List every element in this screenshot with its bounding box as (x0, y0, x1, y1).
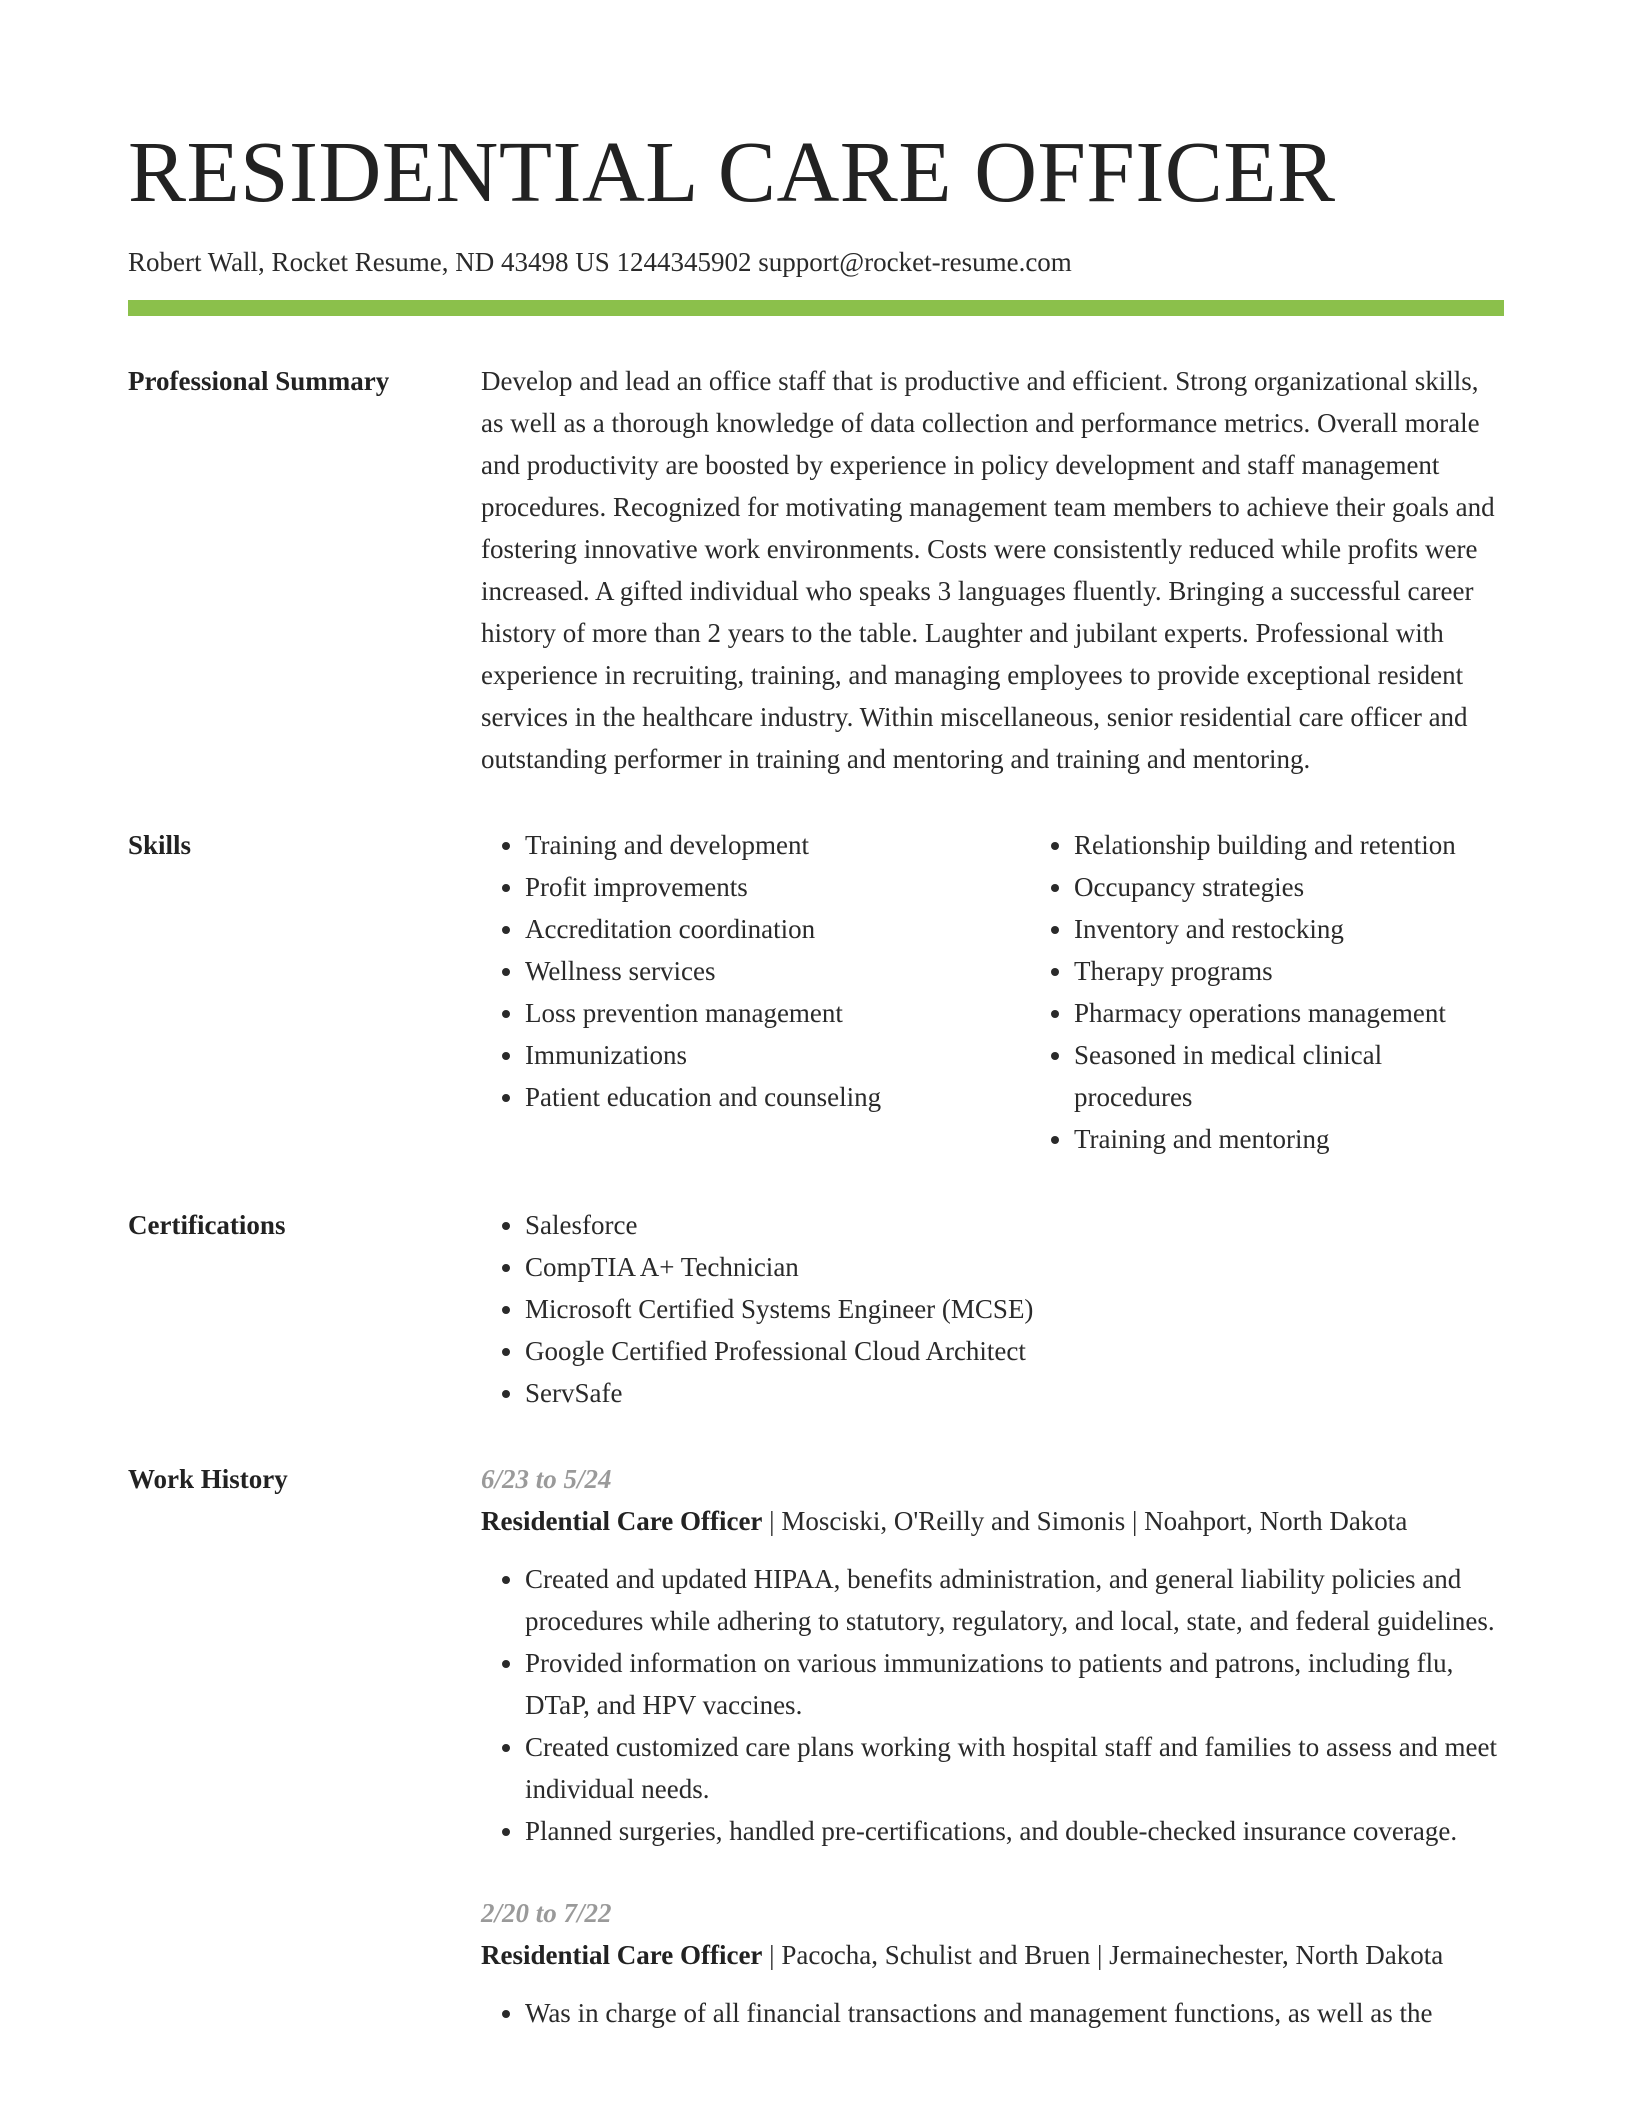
job-entry (481, 1458, 1504, 1852)
summary-body (481, 360, 1504, 780)
skill-item: • Inventory and restocking (1074, 908, 1504, 950)
summary-text: Develop and lead an office staff that is productive and efficient. Strong organizational skills, as well as a thorough knowledge of data collection and performance metrics. Overall morale and productivity are boosted by experience in policy development and staff management procedures. Recognized for motivating management team members to achieve their goals and fostering innovative work environments. Costs were consistently reduced while profits were increased. A gifted individual who speaks 3 languages fluently. Bringing a successful career history of more than 2 years to the table. Laughter and jubilant experts. Professional with experience in recruiting, training, and managing employees to provide exceptional resident services in the healthcare industry. Within miscellaneous, senior residential care officer and outstanding performer in training and mentoring and training and mentoring. (481, 366, 1495, 774)
summary-heading: Professional Summary (128, 366, 390, 396)
skill-item: • Accreditation coordination (525, 908, 1030, 950)
job-dates: 6/23 to 5/24 (481, 1464, 612, 1494)
job-bullets (481, 1992, 1504, 2034)
skills-list-right (1030, 824, 1504, 1160)
job-bullets (481, 1558, 1504, 1852)
certification-item: • CompTIA A+ Technician (525, 1246, 1504, 1288)
skill-item: • Immunizations (525, 1034, 1030, 1076)
certification-item: • ServSafe (525, 1372, 1504, 1414)
accent-divider (128, 300, 1504, 316)
work-history-heading: Work History (128, 1464, 288, 1494)
certifications-list (481, 1204, 1504, 1414)
resume-title: RESIDENTIAL CARE OFFICER (128, 123, 1336, 220)
work-history-section (128, 1458, 1504, 2034)
certification-item: • Salesforce (525, 1204, 1504, 1246)
skill-item: • Pharmacy operations management (1074, 992, 1504, 1034)
skill-item: • Training and mentoring (1074, 1118, 1504, 1160)
skill-item: • Relationship building and retention (1074, 824, 1504, 866)
job-bullet: • Created and updated HIPAA, benefits administration, and general liability policies and procedures while adhering to statutory, regulatory, and local, state, and federal guidelines. (525, 1558, 1504, 1642)
certification-item: • Google Certified Professional Cloud Architect (525, 1330, 1504, 1372)
skills-body (481, 824, 1504, 1160)
skills-heading: Skills (128, 830, 192, 860)
skill-item: • Profit improvements (525, 866, 1030, 908)
job-bullet: • Planned surgeries, handled pre-certifications, and double-checked insurance coverage. (525, 1810, 1504, 1852)
certifications-heading: Certifications (128, 1210, 286, 1240)
skill-item: • Therapy programs (1074, 950, 1504, 992)
job-bullet: • Created customized care plans working with hospital staff and families to assess and meet individual needs. (525, 1726, 1504, 1810)
certifications-body (481, 1204, 1504, 1414)
skills-list-left (481, 824, 1030, 1160)
summary-section (128, 360, 1504, 780)
job-bullet: • Provided information on various immunizations to patients and patrons, including flu, DTaP, and HPV vaccines. (525, 1642, 1504, 1726)
job-details: | Pacocha, Schulist and Bruen | Jermainechester, North Dakota (762, 1940, 1444, 1970)
skills-section (128, 824, 1504, 1160)
job-details: | Mosciski, O'Reilly and Simonis | Noahport, North Dakota (762, 1506, 1408, 1536)
skill-item: • Seasoned in medical clinical procedures (1074, 1034, 1504, 1118)
job-heading (481, 1934, 1504, 1976)
skill-item: • Occupancy strategies (1074, 866, 1504, 908)
job-entry (481, 1892, 1504, 2034)
work-history-body (481, 1458, 1504, 2034)
job-bullet: • Was in charge of all financial transactions and management functions, as well as the (525, 1992, 1504, 2034)
job-dates: 2/20 to 7/22 (481, 1898, 612, 1928)
job-title: Residential Care Officer (481, 1940, 763, 1970)
job-heading (481, 1500, 1504, 1542)
job-title: Residential Care Officer (481, 1506, 763, 1536)
certification-item: • Microsoft Certified Systems Engineer (MCSE) (525, 1288, 1504, 1330)
skill-item: • Wellness services (525, 950, 1030, 992)
certifications-section (128, 1204, 1504, 1414)
skill-item: • Loss prevention management (525, 992, 1030, 1034)
skill-item: • Patient education and counseling (525, 1076, 1030, 1118)
contact-line: Robert Wall, Rocket Resume, ND 43498 US 1244345902 support@rocket-resume.com (128, 247, 1072, 277)
skill-item: • Training and development (525, 824, 1030, 866)
